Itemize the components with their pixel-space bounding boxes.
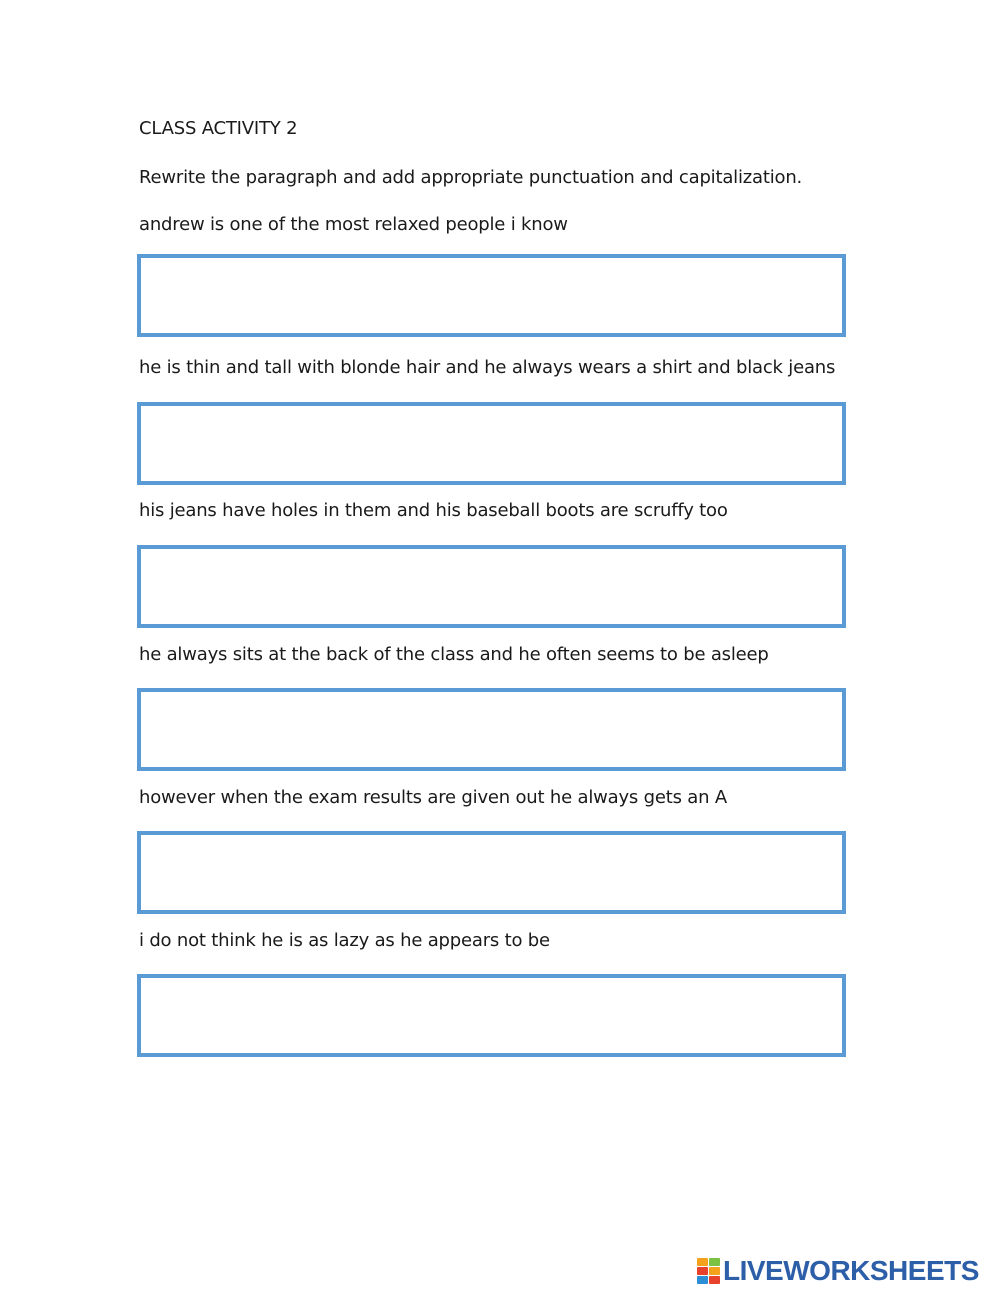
answer-box-4[interactable] <box>137 688 846 771</box>
sentence-6: i do not think he is as lazy as he appears to be <box>139 930 550 951</box>
answer-box-1[interactable] <box>137 254 846 337</box>
answer-box-2[interactable] <box>137 402 846 485</box>
answer-box-5[interactable] <box>137 831 846 914</box>
sentence-2: he is thin and tall with blonde hair and he always wears a shirt and black jeans <box>139 357 836 378</box>
liveworksheets-logo <box>697 1256 979 1286</box>
sentence-1: andrew is one of the most relaxed people i know <box>139 214 568 235</box>
answer-box-3[interactable] <box>137 545 846 628</box>
sentence-4: he always sits at the back of the class and he often seems to be asleep <box>139 644 769 665</box>
logo-text: LIVEWORKSHEETS <box>723 1255 979 1286</box>
answer-box-6[interactable] <box>137 974 846 1057</box>
liveworksheets-logo-icon <box>697 1258 721 1284</box>
sentence-5: however when the exam results are given out he always gets an A <box>139 787 727 808</box>
worksheet-title: CLASS ACTIVITY 2 <box>139 118 298 139</box>
instruction-text: Rewrite the paragraph and add appropriate punctuation and capitalization. <box>139 167 803 188</box>
sentence-3: his jeans have holes in them and his baseball boots are scruffy too <box>139 500 728 521</box>
